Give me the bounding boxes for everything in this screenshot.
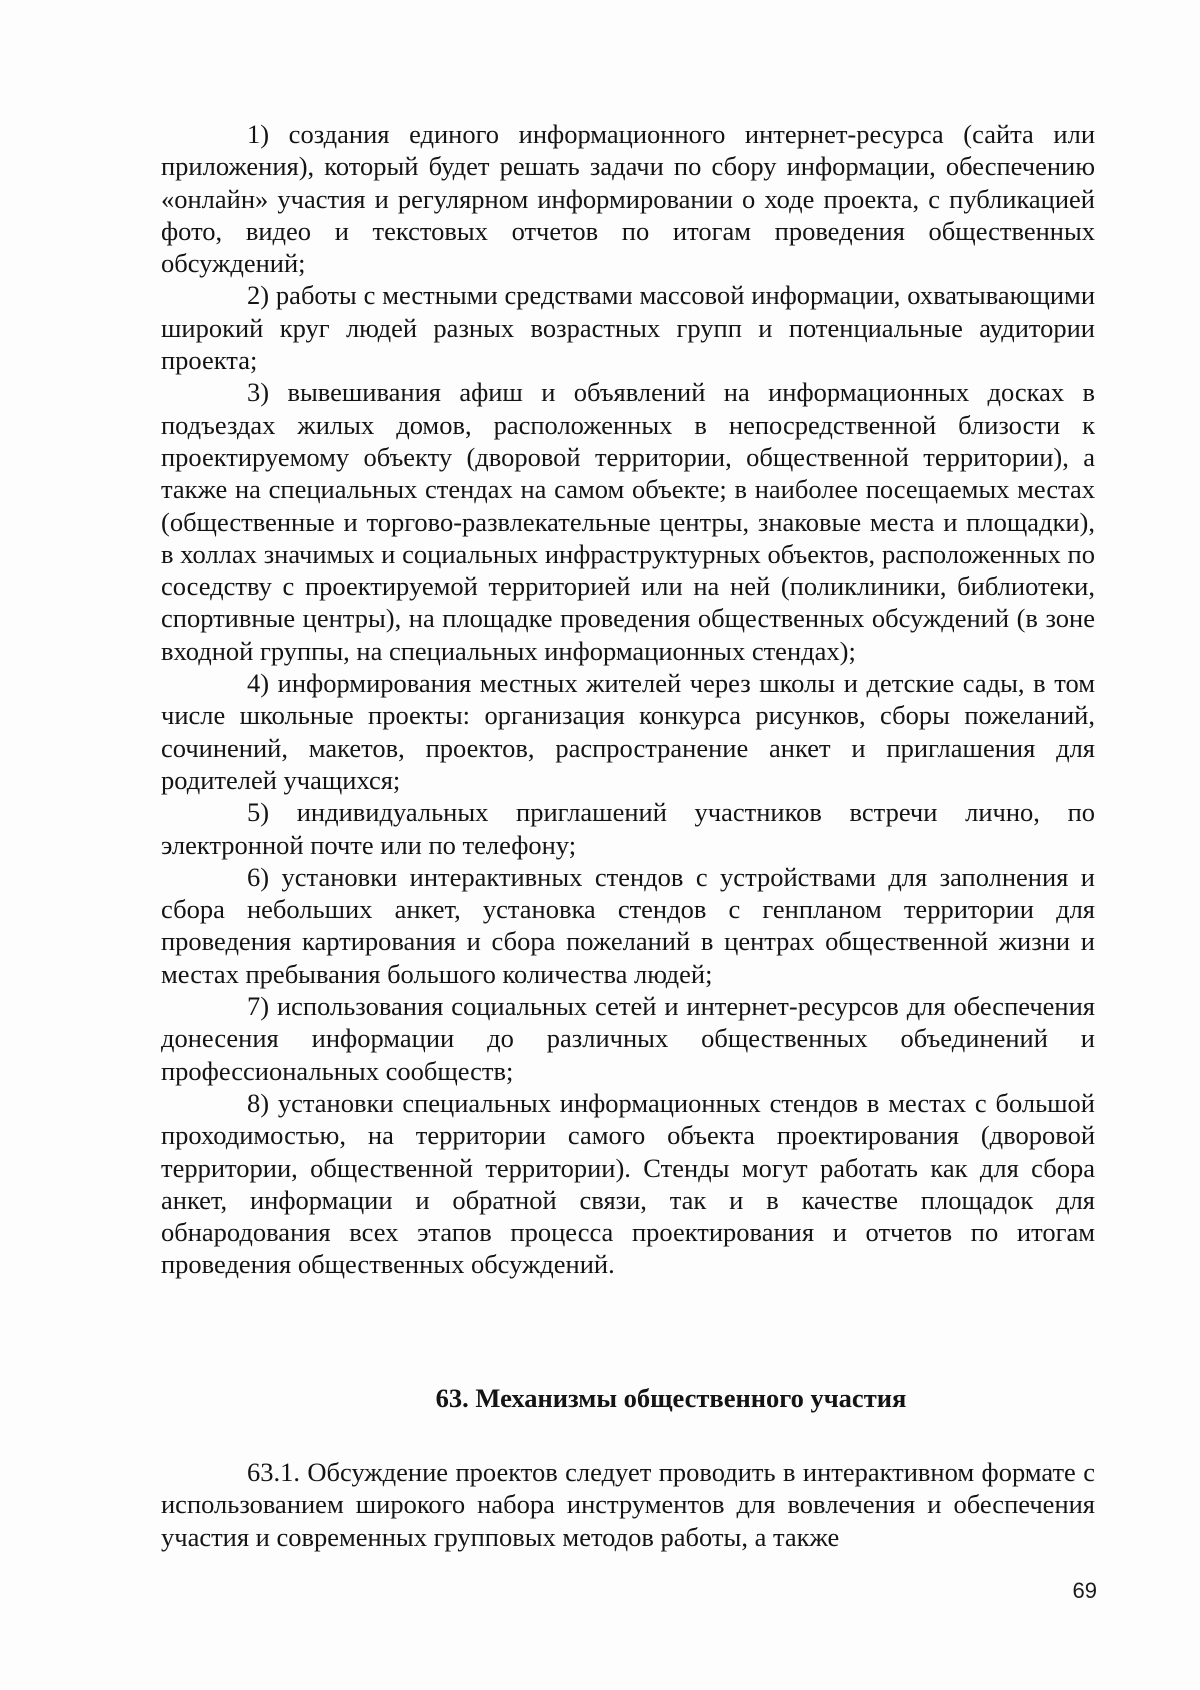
section-heading: 63. Механизмы общественного участия [435,1383,907,1413]
page-number: 69 [1072,1578,1097,1603]
list-section [161,118,1095,1281]
section-body [161,1456,1095,1553]
section-paragraph: 63.1. Обсуждение проектов следует проводить в интерактивном формате с использованием широкого набора инструментов для вовлечения и обеспечения участия и современных групповых методов работы, а также [161,1457,1095,1552]
list-item-3: 3) вывешивания афиш и объявлений на информационных досках в подъездах жилых домов, расположенных в непосредственной близости к проектируемому объекту (дворовой территории, общественной территории), а также на специальных стендах на самом объекте; в наиболее посещаемых местах (общественные и торгово-развлекательные центры, знаковые места и площадки), в холлах значимых и социальных инфраструктурных объектов, расположенных по соседству с проектируемой территорией или на ней (поликлиники, библиотеки, спортивные центры), на площадке проведения общественных обсуждений (в зоне входной группы, на специальных информационных стендах); [161,377,1095,666]
list-item-6: 6) установки интерактивных стендов с устройствами для заполнения и сбора небольших анкет, установка стендов с генпланом территории для проведения картирования и сбора пожеланий в центрах общественной жизни и местах пребывания большого количества людей; [161,861,1095,989]
list-item-8: 8) установки специальных информационных стендов в местах с большой проходимостью, на территории самого объекта проектирования (дворовой территории, общественной территории). Стенды могут работать как для сбора анкет, информации и обратной связи, так и в качестве площадок для обнародования всех этапов процесса проектирования и отчетов по итогам проведения общественных обсуждений. [161,1087,1095,1280]
list-item-4: 4) информирования местных жителей через школы и детские сады, в том числе школьные проекты: организация конкурса рисунков, сборы пожеланий, сочинений, макетов, проектов, распространение анкет и приглашения для родителей учащихся; [161,668,1095,795]
list-item-1: 1) создания единого информационного интернет-ресурса (сайта или приложения), который будет решать задачи по сбору информации, обеспечению «онлайн» участия и регулярном информировании о ходе проекта, с публикацией фото, видео и текстовых отчетов по итогам проведения общественных обсуждений; [161,119,1095,279]
list-item-5: 5) индивидуальных приглашений участников встречи лично, по электронной почте или по телефону; [161,797,1095,860]
list-item-7: 7) использования социальных сетей и интернет-ресурсов для обеспечения донесения информации до различных общественных объединений и профессиональных сообществ; [161,991,1095,1086]
list-item-2: 2) работы с местными средствами массовой информации, охватывающими широкий круг людей разных возрастных групп и потенциальные аудитории проекта; [161,280,1095,376]
